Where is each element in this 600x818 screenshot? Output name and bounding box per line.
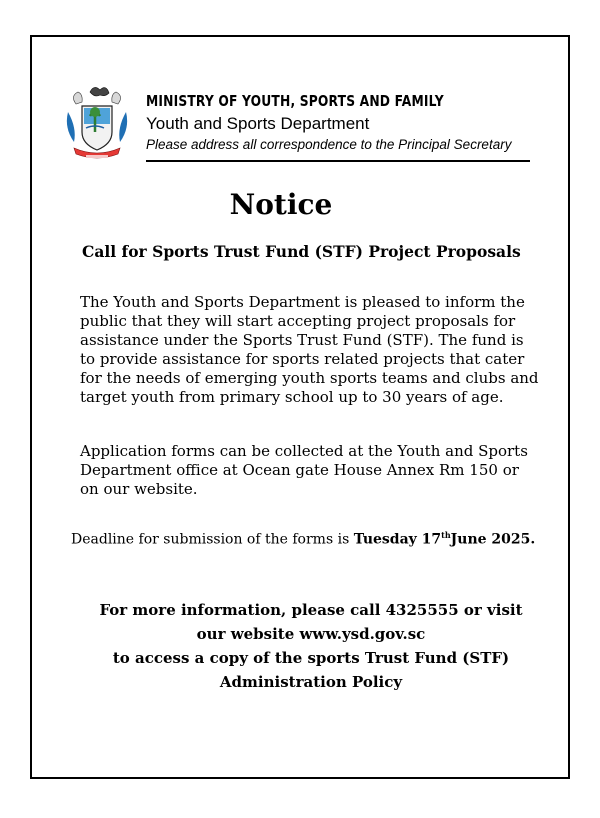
deadline-day: Tuesday 17	[353, 531, 442, 548]
correspondence-note: Please address all correspondence to the Principal Secretary	[146, 137, 512, 152]
header-divider	[146, 160, 530, 162]
ministry-heading: MINISTRY OF YOUTH, SPORTS AND FAMILY	[146, 92, 444, 110]
notice-paragraph-application: Application forms can be collected at the Youth and Sports Department office at Ocean gate House Annex Rm 150 or on our website.	[80, 442, 528, 498]
department-name: Youth and Sports Department	[146, 114, 370, 133]
deadline-line	[71, 530, 535, 548]
deadline-ordinal: th	[441, 530, 451, 540]
contact-line-1: For more information, please call 4325555 or visit	[99, 601, 523, 619]
deadline-prefix: Deadline for submission of the forms is	[71, 531, 354, 548]
contact-line-4: Administration Policy	[219, 673, 403, 691]
deadline-date: June 2025.	[450, 531, 536, 548]
contact-line-2: our website www.ysd.gov.sc	[196, 625, 426, 643]
contact-line-3: to access a copy of the sports Trust Fund (STF)	[112, 649, 510, 667]
coat-of-arms-icon	[62, 82, 132, 162]
notice-title: Notice	[229, 188, 333, 221]
notice-paragraph-intro: The Youth and Sports Department is pleased to inform the public that they will start accepting project proposals for assistance under the Sports Trust Fund (STF). The fund is to provide assistance for sports related projects that cater for the needs of emerging youth sports teams and clubs and target youth from primary school up to 30 years of age.	[80, 293, 539, 406]
notice-subtitle: Call for Sports Trust Fund (STF) Project Proposals	[82, 242, 521, 261]
contact-info	[0, 598, 600, 694]
